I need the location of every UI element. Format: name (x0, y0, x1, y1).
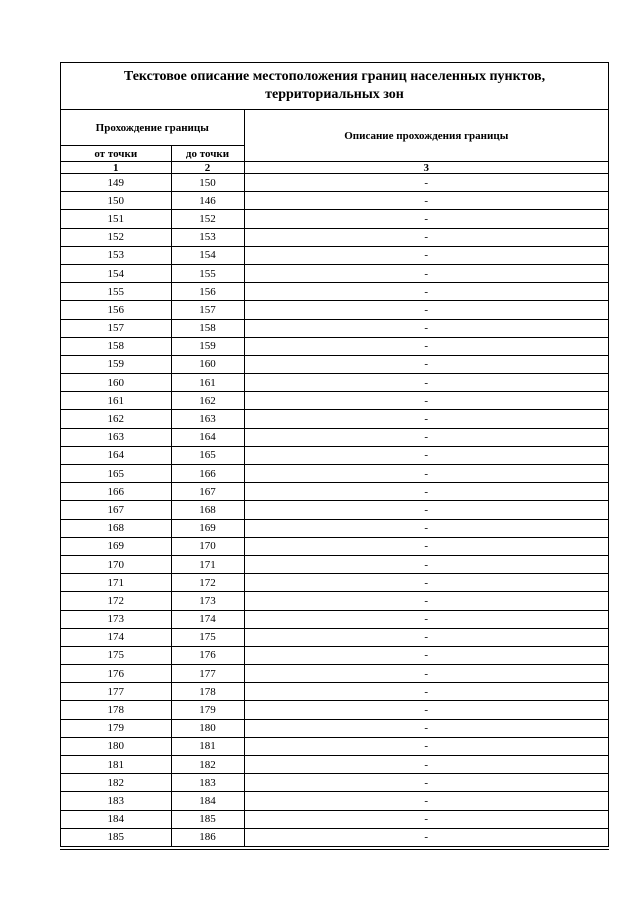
to-point-cell: 174 (171, 610, 244, 628)
table-row (61, 483, 608, 501)
description-cell: - (244, 483, 608, 501)
from-point-cell: 174 (61, 628, 171, 646)
from-point-cell: 179 (61, 719, 171, 737)
description-cell: - (244, 774, 608, 792)
table-row (61, 646, 608, 664)
table-row (61, 828, 608, 846)
from-point-cell: 162 (61, 410, 171, 428)
from-point-cell: 155 (61, 283, 171, 301)
from-point-cell: 168 (61, 519, 171, 537)
description-cell: - (244, 392, 608, 410)
to-point-cell: 154 (171, 246, 244, 264)
to-point-cell: 172 (171, 574, 244, 592)
description-cell: - (244, 610, 608, 628)
from-point-cell: 163 (61, 428, 171, 446)
to-point-cell: 165 (171, 446, 244, 464)
from-point-cell: 166 (61, 483, 171, 501)
from-point-cell: 185 (61, 828, 171, 846)
description-cell: - (244, 628, 608, 646)
to-point-cell: 177 (171, 665, 244, 683)
description-cell: - (244, 756, 608, 774)
from-point-cell: 178 (61, 701, 171, 719)
table-body (61, 174, 608, 847)
description-cell: - (244, 355, 608, 373)
from-point-cell: 152 (61, 228, 171, 246)
from-point-cell: 167 (61, 501, 171, 519)
from-point-cell: 176 (61, 665, 171, 683)
description-cell: - (244, 301, 608, 319)
table-row (61, 428, 608, 446)
description-cell: - (244, 792, 608, 810)
table-row (61, 337, 608, 355)
description-cell: - (244, 264, 608, 282)
table-row (61, 174, 608, 192)
from-point-cell: 172 (61, 592, 171, 610)
to-point-cell: 184 (171, 792, 244, 810)
description-cell: - (244, 465, 608, 483)
from-point-cell: 171 (61, 574, 171, 592)
description-cell: - (244, 737, 608, 755)
to-point-cell: 173 (171, 592, 244, 610)
from-point-cell: 180 (61, 737, 171, 755)
table-row (61, 228, 608, 246)
table-row (61, 610, 608, 628)
to-point-cell: 185 (171, 810, 244, 828)
to-point-cell: 158 (171, 319, 244, 337)
table-row (61, 283, 608, 301)
to-point-cell: 152 (171, 210, 244, 228)
table-row (61, 683, 608, 701)
table-row (61, 701, 608, 719)
description-cell: - (244, 283, 608, 301)
from-point-cell: 175 (61, 646, 171, 664)
from-point-cell: 183 (61, 792, 171, 810)
to-point-cell: 156 (171, 283, 244, 301)
from-point-cell: 170 (61, 555, 171, 573)
description-cell: - (244, 701, 608, 719)
table-row (61, 301, 608, 319)
table-row (61, 210, 608, 228)
description-cell: - (244, 646, 608, 664)
description-cell: - (244, 501, 608, 519)
from-point-cell: 151 (61, 210, 171, 228)
from-point-cell: 164 (61, 446, 171, 464)
table-row (61, 737, 608, 755)
header-description: Описание прохождения границы (244, 110, 608, 162)
from-point-cell: 161 (61, 392, 171, 410)
to-point-cell: 150 (171, 174, 244, 192)
description-cell: - (244, 665, 608, 683)
table-row (61, 555, 608, 573)
to-point-cell: 157 (171, 301, 244, 319)
from-point-cell: 160 (61, 374, 171, 392)
table-row (61, 374, 608, 392)
from-point-cell: 177 (61, 683, 171, 701)
to-point-cell: 166 (171, 465, 244, 483)
from-point-cell: 153 (61, 246, 171, 264)
table-row (61, 246, 608, 264)
table-row (61, 719, 608, 737)
document-frame (60, 62, 609, 847)
to-point-cell: 167 (171, 483, 244, 501)
to-point-cell: 186 (171, 828, 244, 846)
to-point-cell: 155 (171, 264, 244, 282)
table-row (61, 574, 608, 592)
description-cell: - (244, 446, 608, 464)
description-cell: - (244, 319, 608, 337)
from-point-cell: 149 (61, 174, 171, 192)
description-cell: - (244, 828, 608, 846)
table-row (61, 319, 608, 337)
from-point-cell: 173 (61, 610, 171, 628)
boundary-table (61, 110, 608, 847)
to-point-cell: 181 (171, 737, 244, 755)
table-row (61, 410, 608, 428)
to-point-cell: 178 (171, 683, 244, 701)
to-point-cell: 153 (171, 228, 244, 246)
from-point-cell: 169 (61, 537, 171, 555)
to-point-cell: 159 (171, 337, 244, 355)
to-point-cell: 182 (171, 756, 244, 774)
from-point-cell: 181 (61, 756, 171, 774)
to-point-cell: 180 (171, 719, 244, 737)
table-row (61, 192, 608, 210)
description-cell: - (244, 410, 608, 428)
to-point-cell: 146 (171, 192, 244, 210)
to-point-cell: 162 (171, 392, 244, 410)
header-from-point: от точки (61, 146, 171, 162)
column-number-2: 2 (171, 162, 244, 174)
from-point-cell: 182 (61, 774, 171, 792)
to-point-cell: 169 (171, 519, 244, 537)
description-cell: - (244, 192, 608, 210)
from-point-cell: 156 (61, 301, 171, 319)
to-point-cell: 179 (171, 701, 244, 719)
description-cell: - (244, 519, 608, 537)
table-row (61, 519, 608, 537)
description-cell: - (244, 719, 608, 737)
description-cell: - (244, 574, 608, 592)
description-cell: - (244, 555, 608, 573)
table-row (61, 355, 608, 373)
table-row (61, 774, 608, 792)
to-point-cell: 176 (171, 646, 244, 664)
description-cell: - (244, 683, 608, 701)
description-cell: - (244, 810, 608, 828)
page-bottom-rule (60, 849, 609, 850)
from-point-cell: 184 (61, 810, 171, 828)
table-row (61, 756, 608, 774)
document-title: Текстовое описание местоположения границ населенных пунктов, территориальных зон (61, 63, 608, 110)
table-row (61, 628, 608, 646)
table-row (61, 392, 608, 410)
table-row (61, 810, 608, 828)
from-point-cell: 165 (61, 465, 171, 483)
description-cell: - (244, 592, 608, 610)
table-row (61, 264, 608, 282)
table-row (61, 465, 608, 483)
description-cell: - (244, 374, 608, 392)
table-row (61, 501, 608, 519)
to-point-cell: 183 (171, 774, 244, 792)
description-cell: - (244, 537, 608, 555)
from-point-cell: 150 (61, 192, 171, 210)
header-to-point: до точки (171, 146, 244, 162)
description-cell: - (244, 228, 608, 246)
description-cell: - (244, 174, 608, 192)
to-point-cell: 171 (171, 555, 244, 573)
table-row (61, 792, 608, 810)
column-number-3: 3 (244, 162, 608, 174)
description-cell: - (244, 337, 608, 355)
to-point-cell: 170 (171, 537, 244, 555)
from-point-cell: 154 (61, 264, 171, 282)
column-number-1: 1 (61, 162, 171, 174)
table-row (61, 537, 608, 555)
description-cell: - (244, 210, 608, 228)
table-row (61, 446, 608, 464)
description-cell: - (244, 428, 608, 446)
to-point-cell: 175 (171, 628, 244, 646)
from-point-cell: 157 (61, 319, 171, 337)
to-point-cell: 161 (171, 374, 244, 392)
header-boundary-passage: Прохождение границы (61, 110, 244, 146)
from-point-cell: 158 (61, 337, 171, 355)
table-row (61, 665, 608, 683)
table-row (61, 592, 608, 610)
to-point-cell: 164 (171, 428, 244, 446)
to-point-cell: 168 (171, 501, 244, 519)
from-point-cell: 159 (61, 355, 171, 373)
description-cell: - (244, 246, 608, 264)
to-point-cell: 163 (171, 410, 244, 428)
to-point-cell: 160 (171, 355, 244, 373)
